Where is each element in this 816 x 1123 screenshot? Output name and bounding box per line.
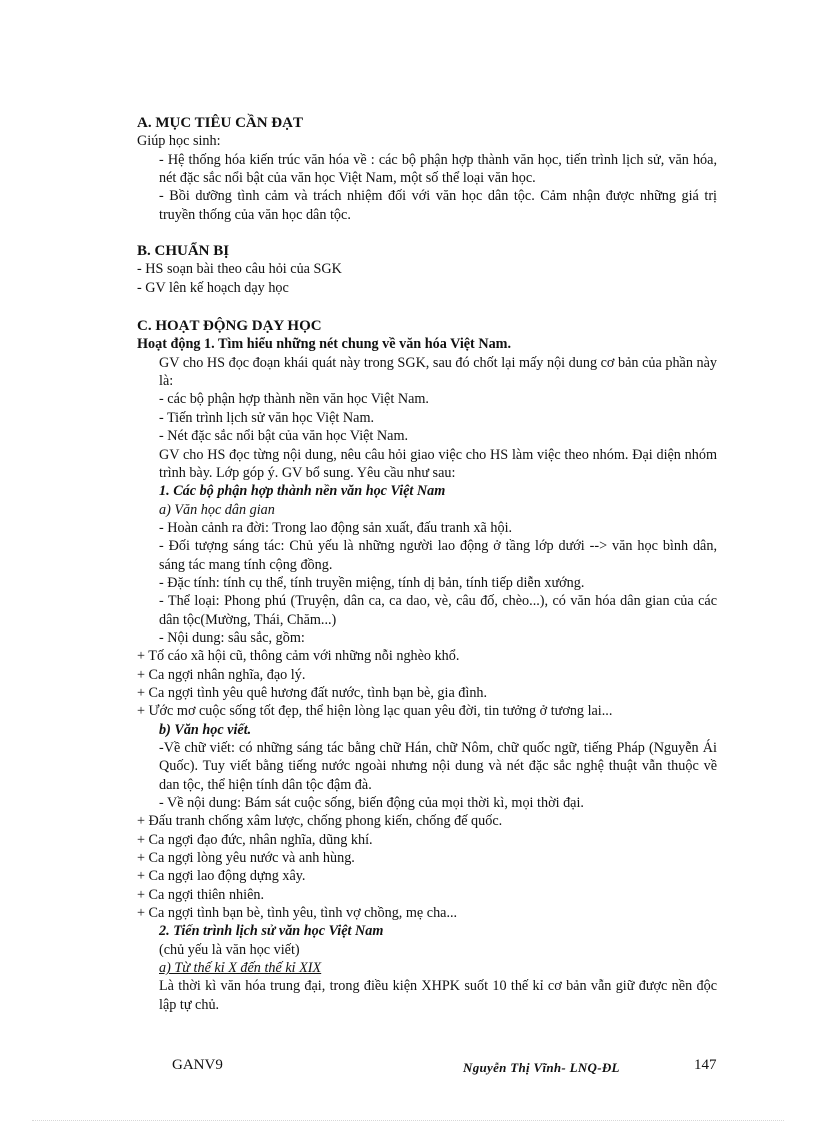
written-content-item: + Ca ngợi lòng yêu nước và anh hùng. bbox=[137, 850, 355, 867]
section-c-title: C. HOẠT ĐỘNG DẠY HỌC bbox=[137, 318, 322, 335]
folk-content-item: + Tố cáo xã hội cũ, thông cảm với những nỗi nghèo khổ. bbox=[137, 648, 460, 665]
spacer bbox=[137, 224, 717, 242]
folk-item: - Nội dung: sâu sắc, gồm: bbox=[159, 629, 305, 646]
page-edge-divider bbox=[32, 1120, 784, 1121]
section-b-item: - GV lên kế hoạch dạy học bbox=[137, 279, 289, 296]
footer-author: Nguyễn Thị Vĩnh- LNQ-ĐL bbox=[463, 1060, 620, 1075]
footer-code: GANV9 bbox=[172, 1057, 223, 1073]
part-item: - Nét đặc sắc nổi bật của văn học Việt Nam. bbox=[159, 428, 409, 445]
folk-content-item: + Ước mơ cuộc sống tốt đẹp, thể hiện lòng lạc quan yêu đời, tin tưởng ở tương lai... bbox=[137, 703, 613, 720]
section-a-item: - Bồi dưỡng tình cảm và trách nhiệm đối với văn học dân tộc. Cảm nhận được những giá trị truyền thống của văn học dân tộc. bbox=[159, 188, 717, 223]
section-b-item: - HS soạn bài theo câu hỏi của SGK bbox=[137, 261, 342, 278]
section-a-title: A. MỤC TIÊU CẦN ĐẠT bbox=[137, 115, 303, 131]
task-paragraph: GV cho HS đọc từng nội dung, nêu câu hỏi giao việc cho HS làm việc theo nhóm. Đại diện nhóm trình bày. Lớp góp ý. GV bổ sung. Yêu cầu như sau: bbox=[159, 446, 717, 481]
part2-title: 2. Tiến trình lịch sử văn học Việt Nam bbox=[159, 923, 384, 940]
folk-content-item: + Ca ngợi tình yêu quê hương đất nước, tình bạn bè, gia đình. bbox=[137, 684, 488, 701]
section-a-intro: Giúp học sinh: bbox=[137, 133, 221, 150]
written-content-item: + Ca ngợi thiên nhiên. bbox=[137, 886, 265, 903]
part2-note: (chủ yếu là văn học viết) bbox=[159, 941, 300, 958]
spacer bbox=[137, 297, 717, 317]
folk-item: - Hoàn cảnh ra đời: Trong lao động sản xuất, đấu tranh xã hội. bbox=[159, 519, 513, 536]
written-script: -Về chữ viết: có những sáng tác bằng chữ Hán, chữ Nôm, chữ quốc ngữ, tiếng Pháp (Nguyễn Ái Quốc). Tuy viết bằng tiếng nước ngoài nhưng nội dung và nét đặc sắc nghệ thuật vẫn thuộc về dan tộc, thể hiện tính dân tộc đậm đà. bbox=[159, 740, 717, 793]
written-content-item: + Ca ngợi lao động dựng xây. bbox=[137, 868, 306, 885]
folk-content-item: + Ca ngợi nhân nghĩa, đạo lý. bbox=[137, 666, 306, 683]
part-item: - các bộ phận hợp thành nền văn học Việt Nam. bbox=[159, 391, 429, 408]
section-b-title: B. CHUẨN BỊ bbox=[137, 243, 230, 260]
activity-title: Hoạt động 1. Tìm hiểu những nét chung về văn hóa Việt Nam. bbox=[137, 336, 512, 353]
period-a-title: a) Từ thế kỉ X đến thế kỉ XIX bbox=[159, 960, 322, 977]
part-item: - Tiến trình lịch sử văn học Việt Nam. bbox=[159, 409, 375, 426]
folk-item: - Thể loại: Phong phú (Truyện, dân ca, ca dao, vè, câu đố, chèo...), có văn hóa dân gian của các dân tộc(Mường, Thái, Chăm...) bbox=[159, 593, 717, 628]
written-content-item: + Ca ngợi đạo đức, nhân nghĩa, dũng khí. bbox=[137, 831, 373, 848]
written-content-item: + Đấu tranh chống xâm lược, chống phong kiến, chống đế quốc. bbox=[137, 813, 503, 830]
page-body bbox=[137, 114, 717, 1014]
written-content-item: + Ca ngợi tình bạn bè, tình yêu, tình vợ chồng, mẹ cha... bbox=[137, 905, 458, 922]
page-number: 147 bbox=[694, 1057, 717, 1073]
folk-item: - Đặc tính: tính cụ thể, tính truyền miệng, tính dị bản, tính tiếp diễn xướng. bbox=[159, 574, 585, 591]
written-title: b) Văn học viết. bbox=[159, 721, 252, 738]
folk-item: - Đối tượng sáng tác: Chủ yếu là những người lao động ở tầng lớp dưới --> văn học bình dân, sáng tác mang tính cộng đồng. bbox=[159, 538, 717, 573]
folk-title: a) Văn học dân gian bbox=[159, 501, 275, 518]
section-a-item: - Hệ thống hóa kiến trúc văn hóa về : các bộ phận hợp thành văn học, tiến trình lịch sử, văn hóa, nét đặc sắc nổi bật của văn học Việt Nam, một số thể loại văn học. bbox=[159, 151, 717, 187]
written-content-intro: - Về nội dung: Bám sát cuộc sống, biến động của mọi thời kì, mọi thời đại. bbox=[159, 795, 584, 812]
part1-title: 1. Các bộ phận hợp thành nền văn học Việt Nam bbox=[159, 483, 446, 500]
activity-intro: GV cho HS đọc đoạn khái quát này trong SGK, sau đó chốt lại mấy nội dung cơ bản của phần này là: bbox=[159, 354, 717, 390]
period-a-text: Là thời kì văn hóa trung đại, trong điều kiện XHPK suốt 10 thế kỉ cơ bản vẫn giữ được nền độc lập tự chủ. bbox=[159, 978, 717, 1013]
